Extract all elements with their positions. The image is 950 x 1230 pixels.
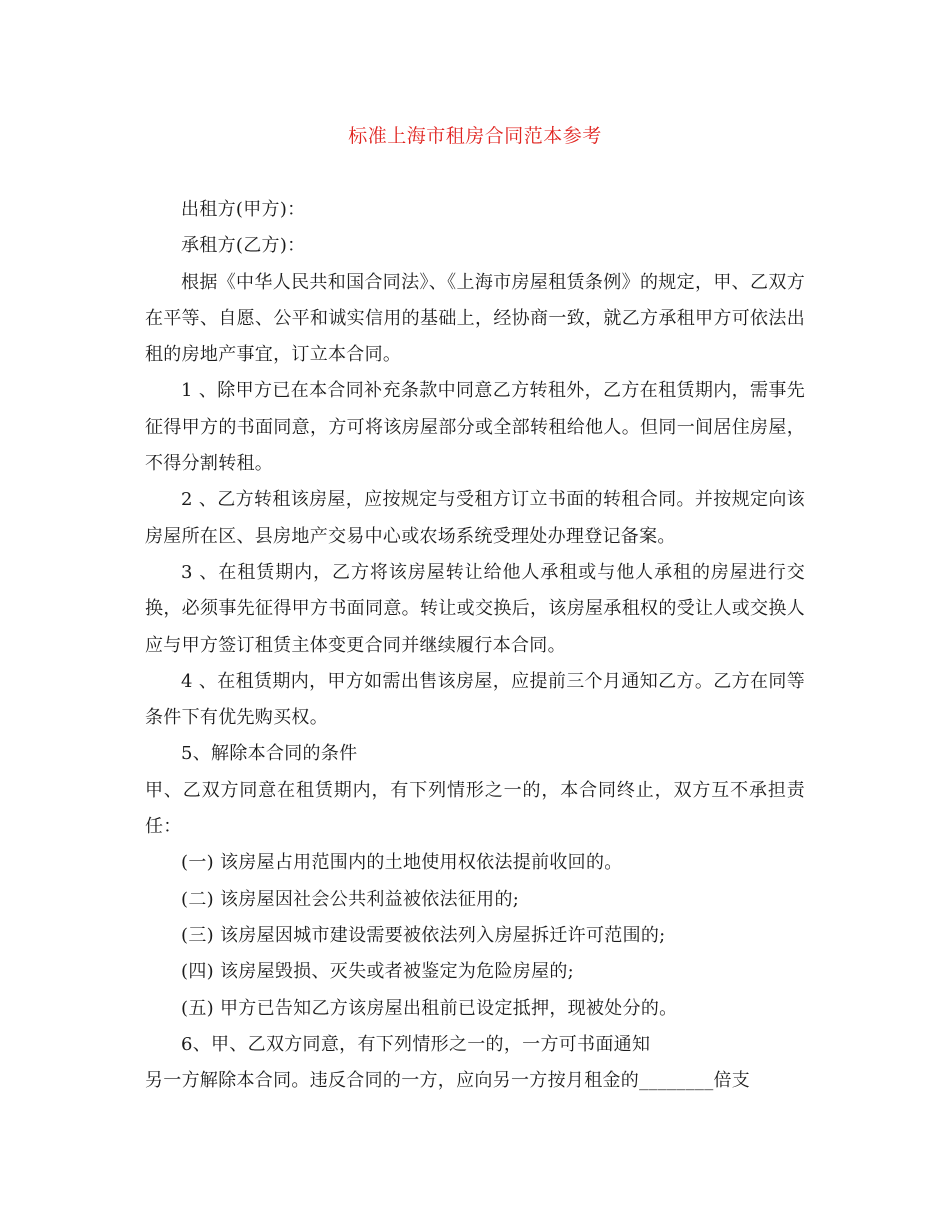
paragraph: 1 、除甲方已在本合同补充条款中同意乙方转租外，乙方在租赁期内，需事先征得甲方的书面同意，方可将该房屋部分或全部转租给他人。但同一间居住房屋，不得分割转租。 xyxy=(145,380,805,475)
paragraph: 甲、乙双方同意在租赁期内，有下列情形之一的，本合同终止，双方互不承担责任： xyxy=(145,779,805,838)
paragraph: 出租方(甲方)： xyxy=(181,199,306,220)
list-item: (一) 该房屋占用范围内的土地使用权依法提前收回的。 xyxy=(181,852,623,874)
paragraph: 5、解除本合同的条件 xyxy=(181,743,358,765)
paragraph: 另一方解除本合同。违反合同的一方，应向另一方按月租金的________倍支 xyxy=(145,1070,751,1092)
document-title: 标准上海市租房合同范本参考 xyxy=(348,125,602,147)
paragraph: 根据《中华人民共和国合同法》、《上海市房屋租赁条例》的规定，甲、乙双方在平等、自愿、公平和诚实信用的基础上，经协商一致，就乙方承租甲方可依法出租的房地产事宜，订立本合同。 xyxy=(145,271,805,366)
paragraph: 承租方(乙方)： xyxy=(181,235,306,257)
document-body xyxy=(145,192,805,1099)
paragraph: 6、甲、乙双方同意，有下列情形之一的，一方可书面通知 xyxy=(181,1033,651,1055)
list-item: (五) 甲方已告知乙方该房屋出租前已设定抵押，现被处分的。 xyxy=(181,997,678,1019)
list-item: (四) 该房屋毁损、灭失或者被鉴定为危险房屋的; xyxy=(181,961,575,983)
paragraph: 2 、乙方转租该房屋，应按规定与受租方订立书面的转租合同。并按规定向该房屋所在区、县房地产交易中心或农场系统受理处办理登记备案。 xyxy=(145,489,805,547)
paragraph: 4 、在租赁期内，甲方如需出售该房屋，应提前三个月通知乙方。乙方在同等条件下有优先购买权。 xyxy=(145,670,805,729)
list-item: (二) 该房屋因社会公共利益被依法征用的; xyxy=(181,888,520,910)
paragraph: 3 、在租赁期内，乙方将该房屋转让给他人承租或与他人承租的房屋进行交换，必须事先征得甲方书面同意。转让或交换后，该房屋承租权的受让人或交换人应与甲方签订租赁主体变更合同并继续履行本合同。 xyxy=(145,561,805,656)
list-item: (三) 该房屋因城市建设需要被依法列入房屋拆迁许可范围的; xyxy=(181,924,666,946)
